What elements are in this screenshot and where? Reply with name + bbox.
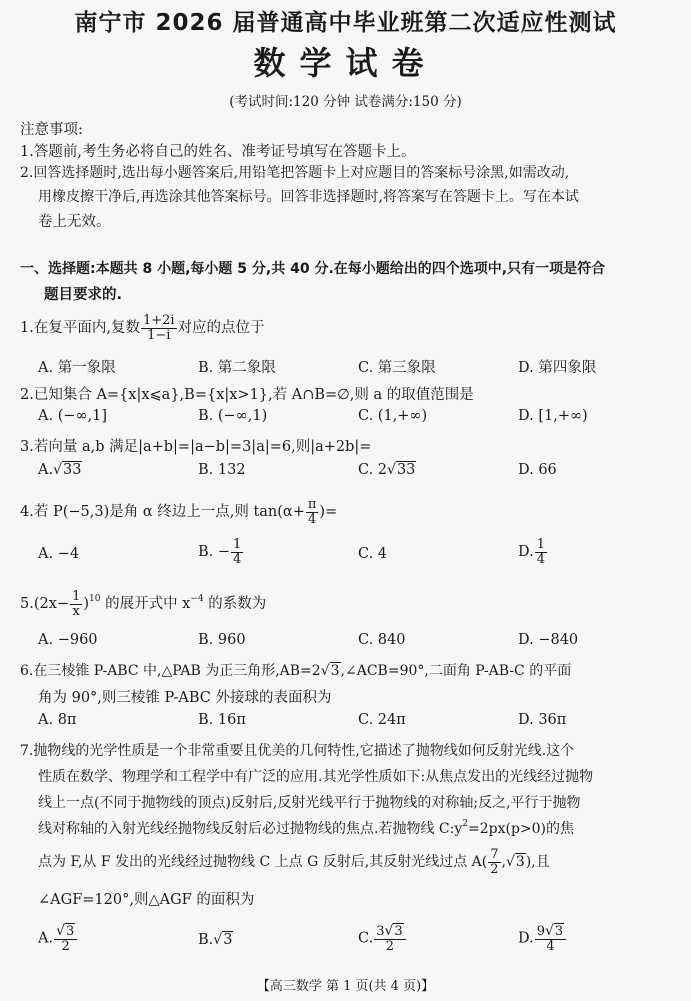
exam-info: (考试时间:120 分钟 试卷满分:150 分) xyxy=(229,94,462,110)
question-5: 5.(2x− $\frac{1}{x}$ )$^{10}$ 的展开式中 $x^{-4}$ 的系数为 xyxy=(20,589,267,619)
q4-fraction: $\frac{\pi}{4}$ xyxy=(307,497,317,527)
q2-option-a: A. (−∞,1] xyxy=(38,408,108,424)
q4-option-b: B. − $\frac{1}{4}$ xyxy=(198,537,242,567)
q7-option-a: A. $\frac{√3}{2}$ xyxy=(38,924,78,953)
q5-fraction: $\frac{1}{x}$ xyxy=(72,589,81,619)
page-footer: 【高三数学 第 1 页(共 4 页)】 xyxy=(256,979,435,994)
q6-option-b: B. 16π xyxy=(198,712,246,728)
question-1: 1.在复平面内,复数 $\frac{1+2i}{1-i}$ 对应的点位于 xyxy=(20,313,265,343)
q5-option-c: C. 840 xyxy=(358,632,406,648)
q5-option-a: A. −960 xyxy=(38,632,98,648)
q2-option-c: C. (1,+∞) xyxy=(358,408,428,424)
notes-item-2-line-2: 用橡皮擦干净后,再选涂其他答案标号。回答非选择题时,将答案写在答题卡上。写在本试 xyxy=(38,189,579,205)
q7-option-b: B.√3 xyxy=(198,932,233,948)
section-heading: 一、选择题:本题共 8 小题,每小题 5 分,共 40 分.在每小题给出的四个选项中,只有一项是符合 xyxy=(20,261,606,277)
q5-option-d: D. −840 xyxy=(518,632,579,648)
question-7-line-3: 线上一点(不同于抛物线的顶点)反射后,反射光线平行于抛物线的对称轴;反之,平行于抛物 xyxy=(38,795,581,811)
q1-option-a: A. 第一象限 xyxy=(38,360,116,376)
q3-option-a: A.√33 xyxy=(38,462,82,478)
notes-item-2-line-1: 2.回答选择题时,选出每小题答案后,用铅笔把答题卡上对应题目的答案标号涂黑,如需改动, xyxy=(20,165,570,181)
q1-option-b: B. 第二象限 xyxy=(198,360,276,376)
q4-option-d: D. $\frac{1}{4}$ xyxy=(518,537,545,567)
q7-option-d: D. $\frac{9√3}{4}$ xyxy=(518,924,567,953)
q6-option-c: C. 24π xyxy=(358,712,406,728)
q3-option-c: C. 2√33 xyxy=(358,462,416,478)
q1-option-d: D. 第四象限 xyxy=(518,360,597,376)
notes-item-2-line-3: 卷上无效。 xyxy=(38,214,111,230)
exam-title: 南宁市 2026 届普通高中毕业班第二次适应性测试 xyxy=(74,10,617,36)
question-4: 4.若 P(−5,3)是角 α 终边上一点,则 tan(α+ $\frac{\pi}{4}$ )= xyxy=(20,497,338,527)
subject-title: 数学试卷 xyxy=(253,44,438,82)
question-3: 3.若向量 a,b 满足|a+b|=|a−b|=3|a|=6,则|a+2b|= xyxy=(20,439,372,455)
notes-heading: 注意事项: xyxy=(20,122,83,138)
question-6-line-2: 角为 90°,则三棱锥 P-ABC 外接球的表面积为 xyxy=(38,690,332,706)
question-7-line-4: 线对称轴的入射光线经抛物线反射后必过抛物线的焦点.若抛物线 $C:y^2=2px(p>0)$的焦 xyxy=(38,819,575,837)
question-7-line-6: ∠AGF=120°,则△AGF 的面积为 xyxy=(38,892,255,908)
notes-item-1: 1.答题前,考生务必将自己的姓名、准考证号填写在答题卡上。 xyxy=(20,144,416,160)
q6-option-d: D. 36π xyxy=(518,712,567,728)
q4-option-a: A. −4 xyxy=(38,546,80,562)
question-7-line-2: 性质在数学、物理学和工程学中有广泛的应用.其光学性质如下:从焦点发出的光线经过抛物 xyxy=(38,769,594,785)
q3-option-d: D. 66 xyxy=(518,462,557,478)
question-7-line-1: 7.抛物线的光学性质是一个非常重要且优美的几何特性,它描述了抛物线如何反射光线.这个 xyxy=(20,743,575,759)
q1-option-c: C. 第三象限 xyxy=(358,360,436,376)
section-heading-cont: 题目要求的. xyxy=(44,287,123,303)
q3-option-b: B. 132 xyxy=(198,462,246,478)
q4-option-c: C. 4 xyxy=(358,546,388,562)
q5-option-b: B. 960 xyxy=(198,632,246,648)
q7-option-c: C. $\frac{3√3}{2}$ xyxy=(358,924,407,953)
question-6-line-1: 6.在三棱锥 P-ABC 中,△PAB 为正三角形,AB=2√3,∠ACB=90°,二面角 P-AB-C 的平面 xyxy=(20,663,572,679)
question-7-line-5: 点为 F,从 F 发出的光线经过抛物线 C 上点 G 反射后,其反射光线过点 A( $\frac{7}{2}$ ,√3),且 xyxy=(38,847,550,877)
q2-option-b: B. (−∞,1) xyxy=(198,408,268,424)
q1-fraction: $\frac{1+2i}{1-i}$ xyxy=(142,313,175,343)
q2-option-d: D. [1,+∞) xyxy=(518,408,588,424)
question-2: 2.已知集合 A={x|x⩽a},B={x|x>1},若 A∩B=∅,则 a 的取值范围是 xyxy=(20,387,474,403)
q6-option-a: A. 8π xyxy=(38,712,77,728)
